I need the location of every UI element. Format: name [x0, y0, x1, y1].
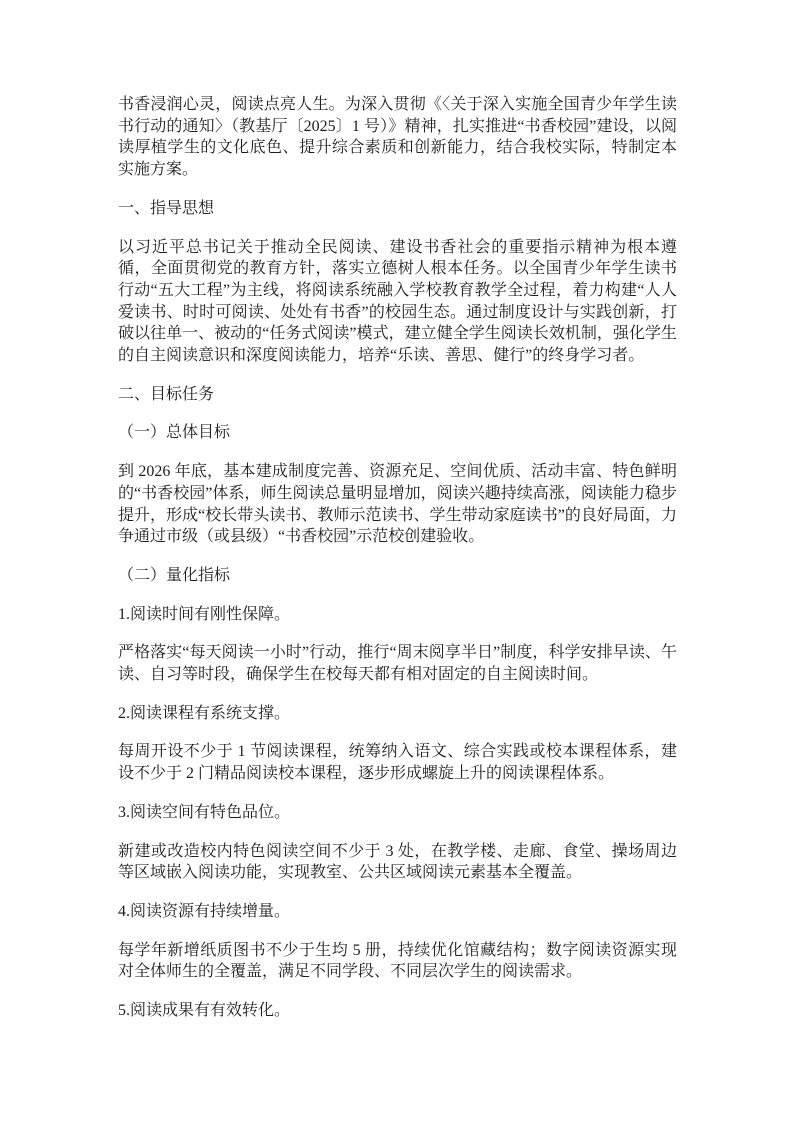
numbered-point-5: 5.阅读成果有有效转化。: [118, 1002, 291, 1020]
subheading-overall-goal: （一）总体目标: [118, 424, 231, 442]
reading-space-paragraph: 新建或改造校内特色阅读空间不少于 3 处，在教学楼、走廊、食堂、操场周边等区域嵌入阅读功能，实现教室、公共区域阅读元素基本全覆盖。: [118, 842, 677, 882]
numbered-point-2: 2.阅读课程有系统支撑。: [118, 704, 291, 722]
overall-goal-paragraph: 到 2026 年底，基本建成制度完善、资源充足、空间优质、活动丰富、特色鲜明的“书香校园”体系，师生阅读总量明显增加，阅读兴趣持续高涨，阅读能力稳步提升，形成“校长带头读书、教师示范读书、学生带动家庭读书”的良好局面，力争通过市级（或县级）“书香校园”示范校创建验收。: [118, 463, 677, 546]
numbered-point-1: 1.阅读时间有刚性保障。: [118, 605, 291, 623]
reading-curriculum-paragraph: 每周开设不少于 1 节阅读课程，统筹纳入语文、综合实践或校本课程体系，建设不少于 2 门精品阅读校本课程，逐步形成螺旋上升的阅读课程体系。: [118, 743, 677, 783]
numbered-point-3: 3.阅读空间有特色品位。: [118, 803, 291, 821]
intro-paragraph: 书香浸润心灵，阅读点亮人生。为深入贯彻《〈关于深入实施全国青少年学生读书行动的通知〉（教基厅〔2025〕1 号）》精神，扎实推进“书香校园”建设，以阅读厚植学生的文化底色、提升综合素质和创新能力，结合我校实际，特制定本实施方案。: [118, 96, 677, 179]
guiding-principles-paragraph: 以习近平总书记关于推动全民阅读、建设书香社会的重要指示精神为根本遵循，全面贯彻党的教育方针，落实立德树人根本任务。以全国青少年学生读书行动“五大工程”为主线，将阅读系统融入学校教育教学全过程，着力构建“人人爱读书、时时可阅读、处处有书香”的校园生态。通过制度设计与实践创新，打破以往单一、被动的“任务式阅读”模式，建立健全学生阅读长效机制，强化学生的自主阅读意识和深度阅读能力，培养“乐读、善思、健行”的终身学习者。: [118, 238, 677, 365]
heading-goals-and-tasks: 二、目标任务: [118, 385, 215, 403]
heading-guiding-principles: 一、指导思想: [118, 199, 215, 217]
numbered-point-4: 4.阅读资源有持续增量。: [118, 902, 291, 920]
subheading-quantitative-indicators: （二）量化指标: [118, 566, 231, 584]
reading-resources-paragraph: 每学年新增纸质图书不少于生均 5 册，持续优化馆藏结构；数字阅读资源实现对全体师生的全覆盖，满足不同学段、不同层次学生的阅读需求。: [118, 941, 677, 981]
reading-time-paragraph: 严格落实“每天阅读一小时”行动，推行“周末阅享半日”制度，科学安排早读、午读、自习等时段，确保学生在校每天都有相对固定的自主阅读时间。: [118, 644, 677, 684]
